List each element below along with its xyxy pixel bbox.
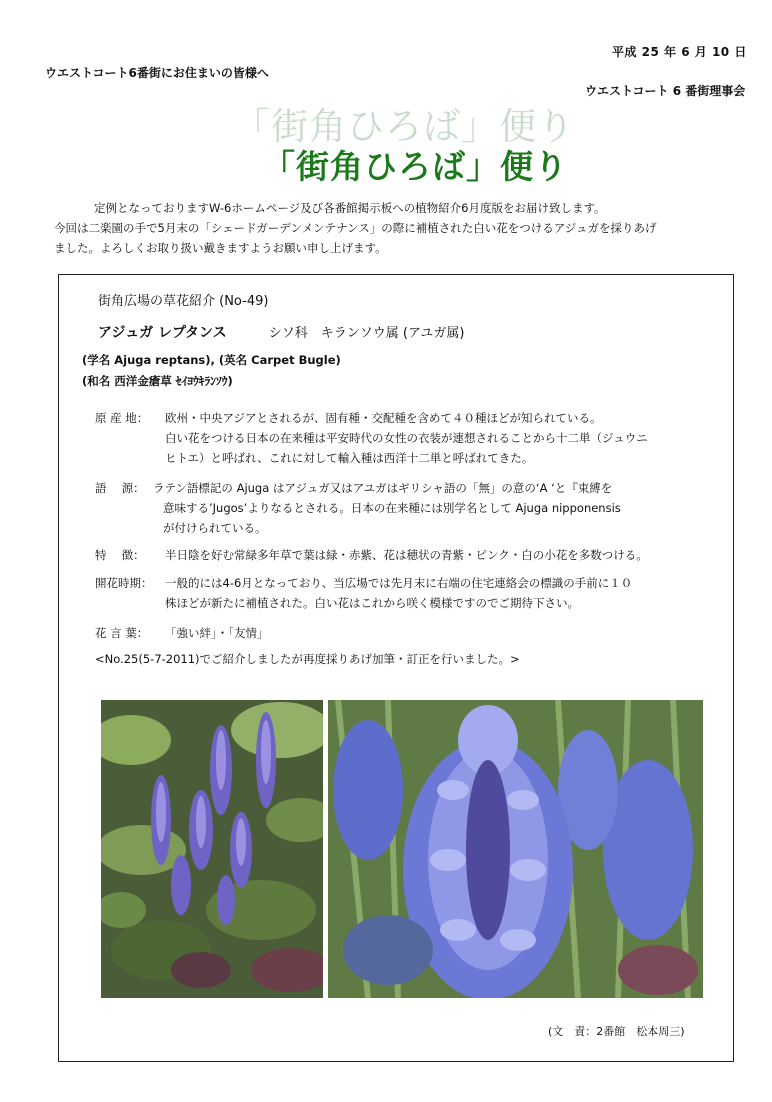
section-line: 白い花をつける日本の在来種は平安時代の女性の衣装が連想されることから十二単（ジュウニ (165, 431, 648, 445)
ajuga-field-image (101, 700, 323, 998)
plant-family: シソ科 キランソウ属 (アユガ属) (268, 326, 465, 341)
section-line: 半日陰を好む常緑多年草で葉は緑・赤紫、花は穂状の青紫・ピンク・白の小花を多数つける。 (165, 548, 648, 562)
section-line: 意味する’Jugos’よりなるとされる。日本の在来種には別学名として Ajuga nipponensis (163, 501, 621, 515)
section-label: 開花時期： (95, 576, 153, 590)
intro-paragraph (54, 198, 720, 258)
intro-line: 今回は二楽園の手で5月末の「シェードガーデンメンテナンス」の際に補植された白い花をつけるアジュガを採りあげ (54, 221, 657, 235)
author-credit: (文 責：2番館 松本周三) (548, 1025, 685, 1038)
sender: ウエストコート 6 番街理事会 (585, 84, 746, 98)
plant-name: アジュガ レプタンス (98, 325, 227, 341)
section-line: 「強い絆」・「友情」 (165, 626, 269, 640)
section-bloom-period (95, 573, 705, 613)
addressee: ウエストコート6番街にお住まいの皆様へ (45, 66, 269, 80)
plant-title-line (98, 322, 464, 342)
section-line: 一般的には4-6月となっており、当広場では先月末に右端の住宅連絡会の標識の手前に１０ (165, 576, 633, 590)
title-shadow: 「街角ひろば」便り (233, 105, 575, 148)
scientific-name-line: (学名 Ajuga reptans), (英名 Carpet Bugle) (82, 353, 341, 367)
intro-line: ました。よろしくお取り扱い戴きますようお願い申し上げます。 (54, 241, 387, 255)
section-line: ヒトエ）と呼ばれ、これに対して輸入種は西洋十二単と呼ばれてきた。 (165, 451, 534, 465)
section-label: 特 徴： (95, 548, 145, 562)
ajuga-field-photo (101, 700, 323, 998)
section-label: 語 源： (95, 481, 145, 495)
page-title: 「街角ひろば」便り (262, 147, 568, 186)
section-line: が付けられている。 (163, 521, 267, 535)
section-line: 株ほどが新たに補植された。白い花はこれから咲く模様ですのでご期待下さい。 (165, 596, 579, 610)
ajuga-closeup-photo (328, 700, 703, 998)
section-label: 原 産 地： (95, 411, 149, 425)
ajuga-closeup-image (328, 700, 703, 998)
document-date: 平成 25 年 6 月 10 日 (612, 45, 747, 59)
intro-line: 定例となっておりますW-6ホームページ及び各番館掲示板への植物紹介6月度版をお届け致します。 (94, 201, 606, 215)
section-line: 欧州・中央アジアとされるが、固有種・交配種を含めて４０種ほどが知られている。 (165, 411, 602, 425)
section-line: ラテン語標記の Ajuga はアジュガ又はアユガはギリシャ語の「無」の意の‘A ‘と『束縛を (153, 481, 613, 495)
japanese-name-line: (和名 西洋金瘡草 ｾｲﾖｳｷﾗﾝｿｳ) (82, 374, 233, 388)
section-label: 花 言 葉： (95, 626, 149, 640)
section-etymology (95, 478, 705, 538)
section-flower-language (95, 623, 705, 643)
article-heading: 街角広場の草花紹介 (No-49) (98, 294, 269, 309)
revision-note: <No.25(5-7-2011)でご紹介しましたが再度採りあげ加筆・訂正を行いました。> (95, 652, 520, 666)
section-features (95, 545, 705, 565)
section-origin (95, 408, 705, 468)
